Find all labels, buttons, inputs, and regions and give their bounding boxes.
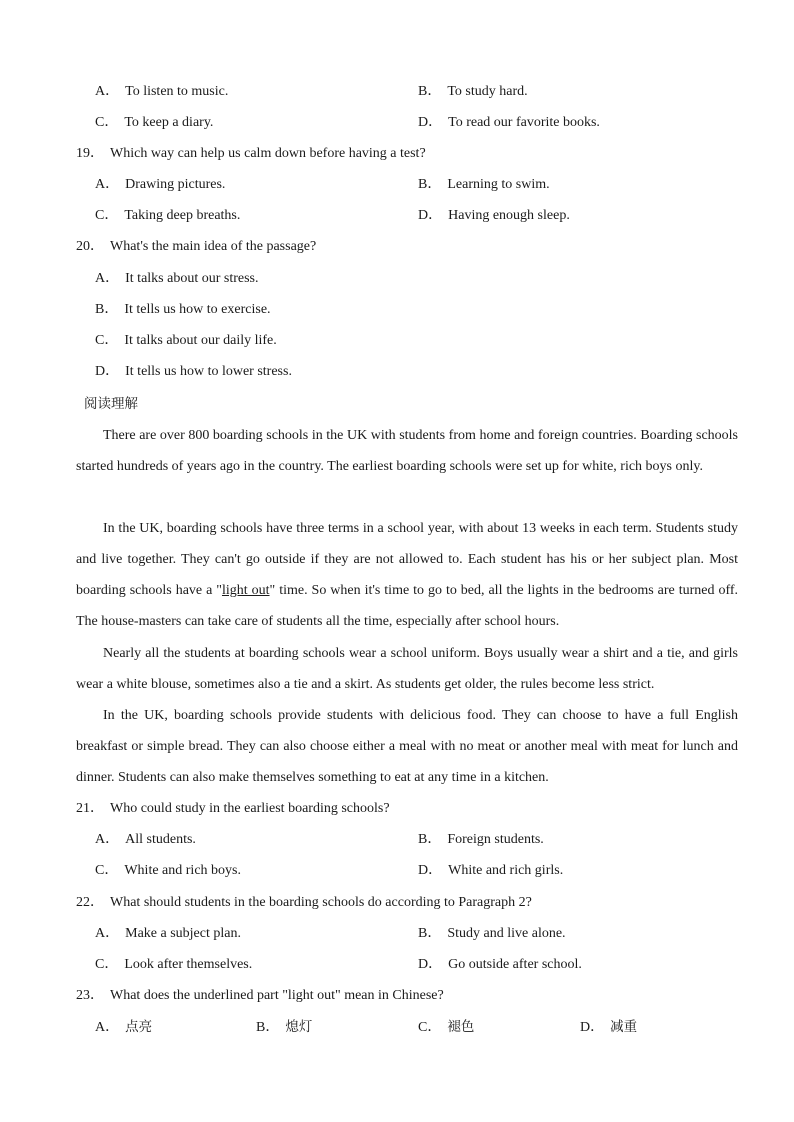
q20-option-b: B． It tells us how to exercise. [95, 302, 271, 317]
q23-option-d: D． 减重 [580, 1019, 638, 1035]
q22-option-a: A． Make a subject plan. [95, 926, 241, 941]
q23-option-b: B． 熄灯 [256, 1019, 313, 1035]
q20-stem: 20． What's the main idea of the passage? [76, 239, 317, 254]
q20-option-a: A． It talks about our stress. [95, 271, 259, 286]
q18-option-a: A． To listen to music. [95, 84, 229, 99]
section-heading: 阅读理解 [84, 396, 138, 412]
passage-paragraph-1: There are over 800 boarding schools in the UK with students from home and foreign countries. Boarding schools started hundreds of years ago in the country. The earliest boarding schools were set up for white, rich boys only. [76, 428, 738, 475]
q22-stem: 22． What should students in the boarding schools do according to Paragraph 2? [76, 895, 532, 910]
q20-option-c: C． It talks about our daily life. [95, 333, 277, 348]
passage-paragraph-3: Nearly all the students at boarding schools wear a school uniform. Boys usually wear a shirt and a tie, and girls wear a white blouse, sometimes also a tie and a skirt. As students get older, the rules become less strict. [76, 646, 738, 693]
q19-option-c: C． Taking deep breaths. [95, 208, 241, 223]
q19-option-a: A． Drawing pictures. [95, 177, 226, 192]
q21-option-b: B． Foreign students. [418, 832, 544, 847]
q23-option-c: C． 褪色 [418, 1019, 475, 1035]
underlined-light-out: light out [221, 583, 270, 599]
q23-stem: 23． What does the underlined part "light out" mean in Chinese? [76, 988, 444, 1003]
q19-stem: 19． Which way can help us calm down before having a test? [76, 146, 426, 161]
q19-option-d: D． Having enough sleep. [418, 208, 570, 223]
q20-option-d: D． It tells us how to lower stress. [95, 364, 292, 379]
q22-option-b: B． Study and live alone. [418, 926, 566, 941]
q23-option-a: A． 点亮 [95, 1019, 153, 1035]
q22-option-d: D． Go outside after school. [418, 957, 582, 972]
q21-option-c: C． White and rich boys. [95, 863, 241, 878]
passage-paragraph-4: In the UK, boarding schools provide students with delicious food. They can choose to have a full English breakfast or simple bread. They can also choose either a meal with no meat or another meal with meat for lunch and dinner. Students can also make themselves something to eat at any time in a kitchen. [76, 708, 738, 786]
q18-option-d: D． To read our favorite books. [418, 115, 600, 130]
q18-option-c: C． To keep a diary. [95, 115, 214, 130]
q19-option-b: B． Learning to swim. [418, 177, 550, 192]
q21-option-d: D． White and rich girls. [418, 863, 564, 878]
q18-option-b: B． To study hard. [418, 84, 528, 99]
q21-stem: 21． Who could study in the earliest boarding schools? [76, 801, 390, 816]
passage-paragraph-2: In the UK, boarding schools have three terms in a school year, with about 13 weeks in each term. Students study and live together. They can't go outside if they are not allowed to. Each student has his or her subject plan. Most boarding schools have a "light out" time. So when it's time to go to bed, all the lights in the bedrooms are turned off. The house-masters can take care of students all the time, especially after school hours. [76, 521, 739, 630]
q22-option-c: C． Look after themselves. [95, 957, 253, 972]
q21-option-a: A． All students. [95, 832, 196, 847]
